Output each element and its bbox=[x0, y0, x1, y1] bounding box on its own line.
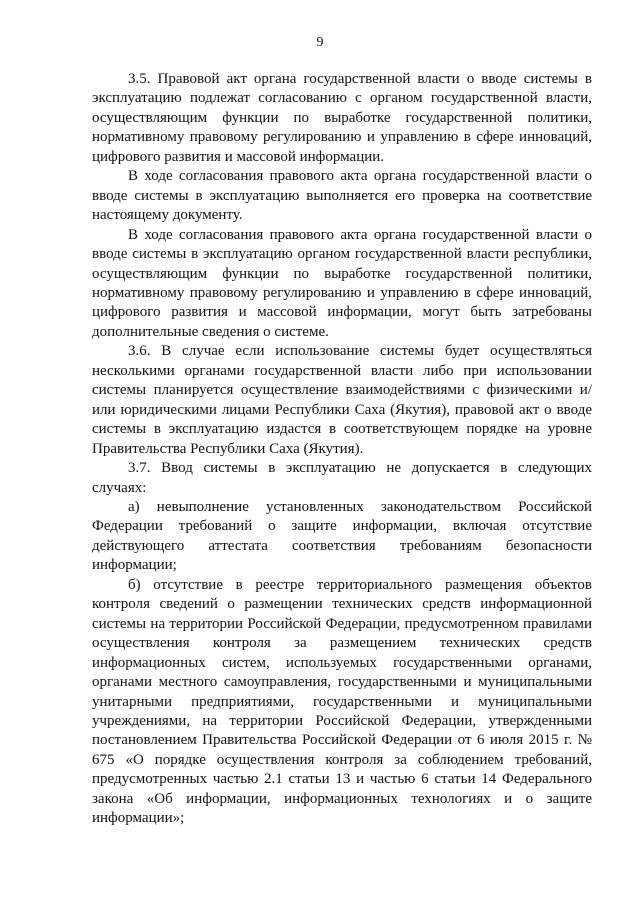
paragraph-3-6: 3.6. В случае если использование системы будет осуществляться несколькими органами государственной власти либо при использовании системы планируется осуществление взаимодействиями с физическими и/или юридическими лицами Республики Саха (Якутия), правовой акт о вводе системы в эксплуатацию издастся в соответствующем порядке на уровне Правительства Республики Саха (Якутия). bbox=[92, 343, 592, 457]
list-item-b: б) отсутствие в реестре территориального размещения объектов контроля сведений о размещении технических средств информационной системы на территории Российской Федерации, предусмотренном правилами осуществления контроля за размещением технических средств информационных систем, используемых государственными органами, органами местного самоуправления, государственными и муниципальными унитарными предприятиями, государственными и муниципальными учреждениями, на территории Российской Федерации, утвержденными постановлением Правительства Российской Федерации от 6 июля 2015 г. № 675 «О порядке осуществления контроля за соблюдением требований, предусмотренных частью 2.1 статьи 13 и частью 6 статьи 14 Федерального закона «Об информации, информационных технологиях и о защите информации»; bbox=[92, 576, 592, 827]
document-body bbox=[92, 70, 592, 829]
page-number: 9 bbox=[316, 35, 324, 50]
paragraph-3-7: 3.7. Ввод системы в эксплуатацию не допускается в следующих случаях: bbox=[92, 460, 592, 496]
paragraph-additional-info: В ходе согласования правового акта органа государственной власти о вводе системы в эксплуатацию органом государственной власти республики, осуществляющим функции по выработке государственной политики, нормативному правовому регулированию и управлению в сфере инноваций, цифрового развития и массовой информации, могут быть затребованы дополнительные сведения о системе. bbox=[92, 226, 592, 340]
paragraph-3-5: 3.5. Правовой акт органа государственной власти о вводе системы в эксплуатацию подлежат согласованию с органом государственной власти, осуществляющим функции по выработке государственной политики, нормативному правовому регулированию и управлению в сфере инноваций, цифрового развития и массовой информации. bbox=[92, 71, 592, 165]
paragraph-approval-check: В ходе согласования правового акта органа государственной власти о вводе системы в эксплуатацию выполняется его проверка на соответствие настоящему документу. bbox=[92, 168, 592, 224]
list-item-a: а) невыполнение установленных законодательством Российской Федерации требований о защите информации, включая отсутствие действующего аттестата соответствия требованиям безопасности информации; bbox=[92, 498, 592, 574]
